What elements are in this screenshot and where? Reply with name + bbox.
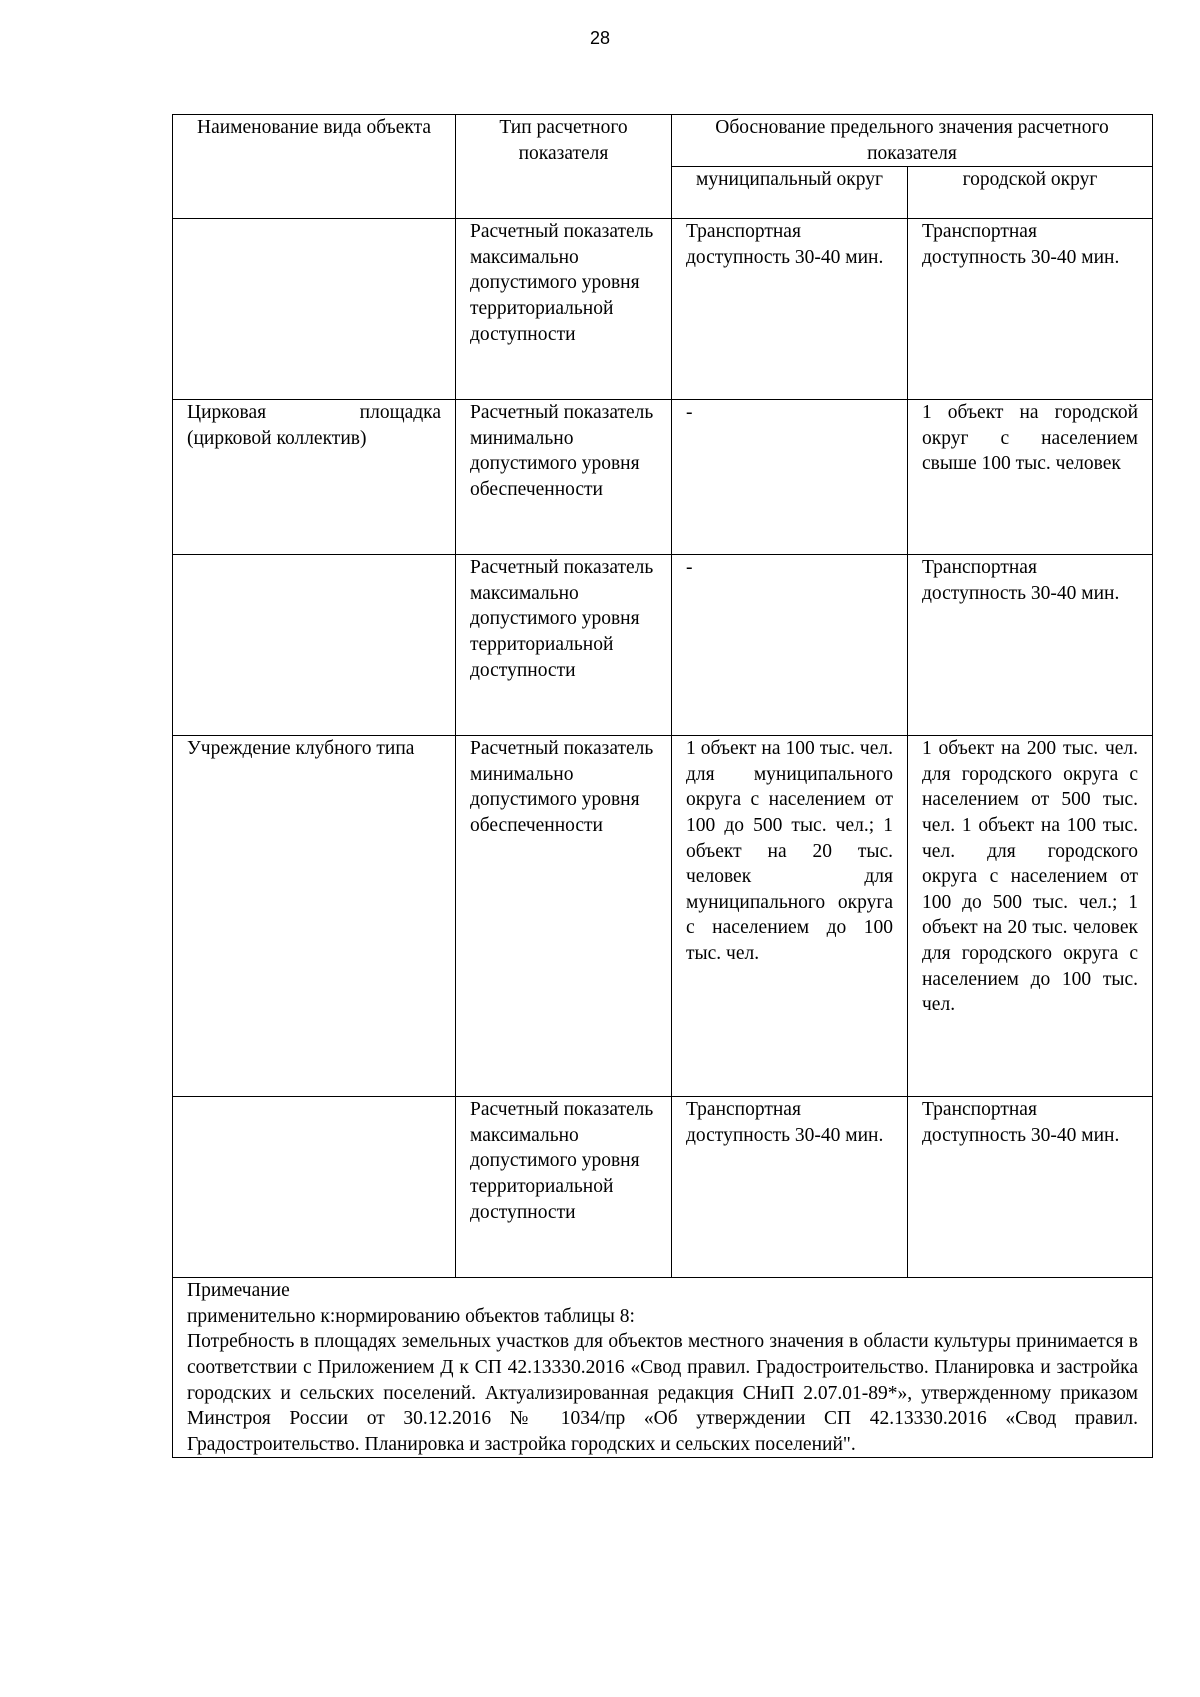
header-municipal bbox=[672, 167, 908, 219]
table-header-row bbox=[173, 115, 1153, 167]
cell-type: Расчетный показатель максимально допустимого уровня территориальной доступности bbox=[456, 1097, 672, 1278]
table-row bbox=[173, 1097, 1153, 1278]
note-subtitle: применительно к:нормированию объектов таблицы 8: bbox=[187, 1305, 635, 1327]
header-object-name bbox=[173, 115, 456, 219]
table-row bbox=[173, 555, 1153, 736]
cell-city: Транспортная доступность 30-40 мин. bbox=[908, 219, 1153, 400]
cell-object bbox=[173, 219, 456, 400]
cell-type: Расчетный показатель минимально допустимого уровня обеспеченности bbox=[456, 736, 672, 1097]
cell-municipal: Транспортная доступность 30-40 мин. bbox=[672, 219, 908, 400]
cell-municipal: - bbox=[672, 555, 908, 736]
cell-city: 1 объект на городской округ с населением свыше 100 тыс. человек bbox=[908, 400, 1153, 555]
table-row bbox=[173, 736, 1153, 1097]
cell-city: 1 объект на 200 тыс. чел. для городского округа с населением от 500 тыс. чел. 1 объект на 100 тыс. чел. для городского округа с населением от 100 до 500 тыс. чел.; 1 объект на 20 тыс. человек для городского округа с населением до 100 тыс. чел. bbox=[908, 736, 1153, 1097]
cell-object bbox=[173, 555, 456, 736]
note-text: Потребность в площадях земельных участков для объектов местного значения в области культуры принимается в соответствии с Приложением Д к СП 42.13330.2016 «Свод правил. Градостроительство. Планировка и застройка городских и сельских поселений. Актуализированная редакция СНиП 2.07.01-89*», утвержденному приказом Минстроя России от 30.12.2016 № 1034/пр «Об утверждении СП 42.13330.2016 «Свод правил. Градостроительство. Планировка и застройка городских и сельских поселений". bbox=[187, 1331, 1139, 1455]
cell-municipal: - bbox=[672, 400, 908, 555]
header-city bbox=[908, 167, 1153, 219]
cell-object: Учреждение клубного типа bbox=[173, 736, 456, 1097]
note-cell bbox=[173, 1278, 1153, 1458]
note-row bbox=[173, 1278, 1153, 1458]
cell-object: Цирковая площадка (цирковой коллектив) bbox=[173, 400, 456, 555]
cell-municipal: 1 объект на 100 тыс. чел. для муниципального округа с населением от 100 до 500 тыс. чел.; 1 объект на 20 тыс. человек для муниципального округа с населением до 100 тыс. чел. bbox=[672, 736, 908, 1097]
cell-type: Расчетный показатель максимально допустимого уровня территориальной доступности bbox=[456, 219, 672, 400]
cell-city: Транспортная доступность 30-40 мин. bbox=[908, 1097, 1153, 1278]
header-object-name-text: Наименование вида объекта bbox=[196, 117, 431, 138]
norms-table bbox=[172, 114, 1153, 1458]
header-city-text: городской округ bbox=[962, 169, 1098, 191]
note-title: Примечание bbox=[187, 1280, 290, 1302]
cell-object bbox=[173, 1097, 456, 1278]
header-indicator-type-text: Тип расчетного показателя bbox=[499, 117, 628, 164]
table-row bbox=[173, 400, 1153, 555]
cell-type: Расчетный показатель максимально допустимого уровня территориальной доступности bbox=[456, 555, 672, 736]
header-basis-text: Обоснование предельного значения расчетного показателя bbox=[715, 117, 1109, 164]
cell-type: Расчетный показатель минимально допустимого уровня обеспеченности bbox=[456, 400, 672, 555]
cell-city: Транспортная доступность 30-40 мин. bbox=[908, 555, 1153, 736]
header-basis bbox=[672, 115, 1153, 167]
header-municipal-text: муниципальный округ bbox=[695, 169, 884, 191]
table-row bbox=[173, 219, 1153, 400]
header-indicator-type bbox=[456, 115, 672, 219]
cell-municipal: Транспортная доступность 30-40 мин. bbox=[672, 1097, 908, 1278]
page-number: 28 bbox=[589, 28, 611, 48]
